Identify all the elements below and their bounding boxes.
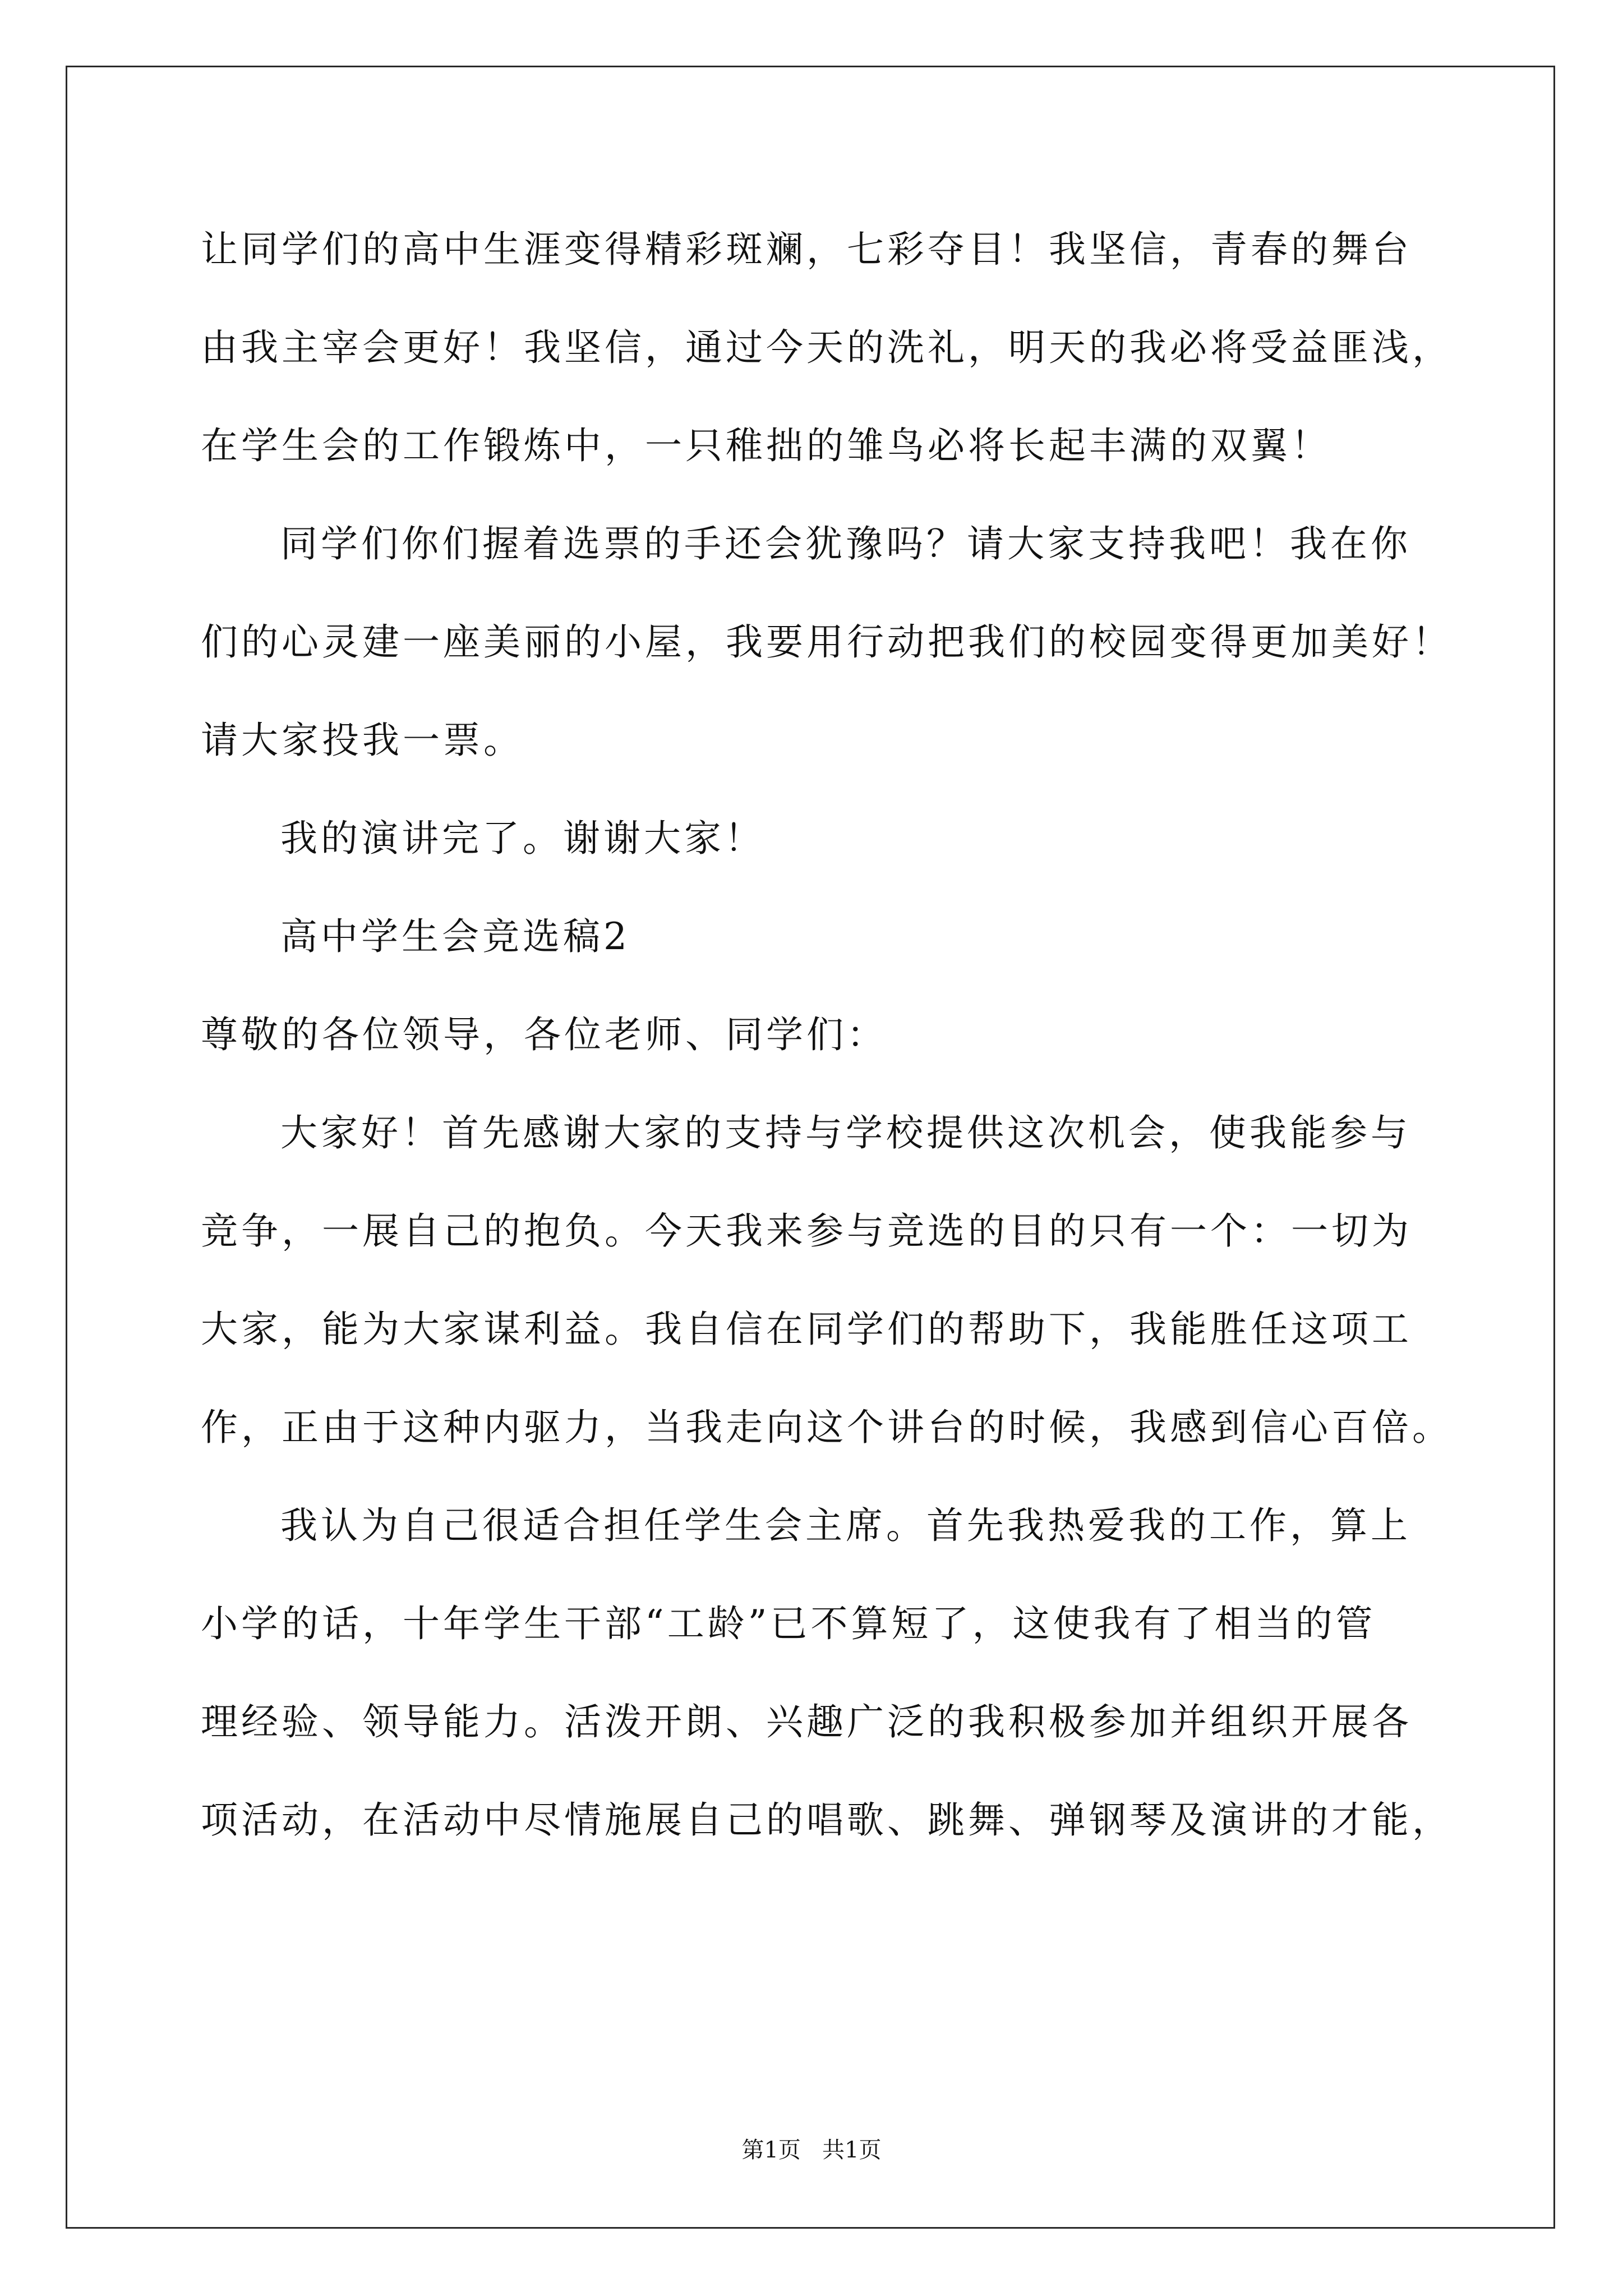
salutation: 尊敬的各位领导，各位老师、同学们： xyxy=(201,1013,887,1056)
text-line-2: 由我主宰会更好！我坚信，通过今天的洗礼，明天的我必将受益匪浅， xyxy=(201,326,1453,369)
text-line-7: 我的演讲完了。谢谢大家！ xyxy=(280,817,765,860)
text-line-4: 同学们你们握着选票的手还会犹豫吗？请大家支持我吧！我在你 xyxy=(280,522,1411,565)
text-line-14: 我认为自己很适合担任学生会主席。首先我热爱我的工作，算上 xyxy=(280,1504,1411,1547)
text-line-13: 作，正由于这种内驱力，当我走向这个讲台的时候，我感到信心百倍。 xyxy=(201,1406,1453,1449)
text-line-15: 小学的话，十年学生干部“工龄”已不算短了，这使我有了相当的管 xyxy=(201,1602,1376,1645)
text-line-16: 理经验、领导能力。活泼开朗、兴趣广泛的我积极参加并组织开展各 xyxy=(201,1700,1412,1743)
page-footer: 第1页 共1页 xyxy=(741,2137,882,2163)
text-line-17: 项活动，在活动中尽情施展自己的唱歌、跳舞、弹钢琴及演讲的才能， xyxy=(201,1798,1453,1842)
text-line-10: 大家好！首先感谢大家的支持与学校提供这次机会，使我能参与 xyxy=(280,1111,1411,1154)
text-line-1: 让同学们的高中生涯变得精彩斑斓，七彩夺目！我坚信，青春的舞台 xyxy=(201,228,1412,271)
text-line-5: 们的心灵建一座美丽的小屋，我要用行动把我们的校园变得更加美好！ xyxy=(201,620,1453,664)
text-line-6: 请大家投我一票。 xyxy=(201,719,524,762)
text-line-3: 在学生会的工作锻炼中，一只稚拙的雏鸟必将长起丰满的双翼！ xyxy=(201,424,1331,467)
section-heading: 高中学生会竞选稿2 xyxy=(280,915,630,958)
text-line-11: 竞争，一展自己的抱负。今天我来参与竞选的目的只有一个：一切为 xyxy=(201,1209,1412,1253)
text-line-12: 大家，能为大家谋利益。我自信在同学们的帮助下，我能胜任这项工 xyxy=(201,1308,1412,1351)
